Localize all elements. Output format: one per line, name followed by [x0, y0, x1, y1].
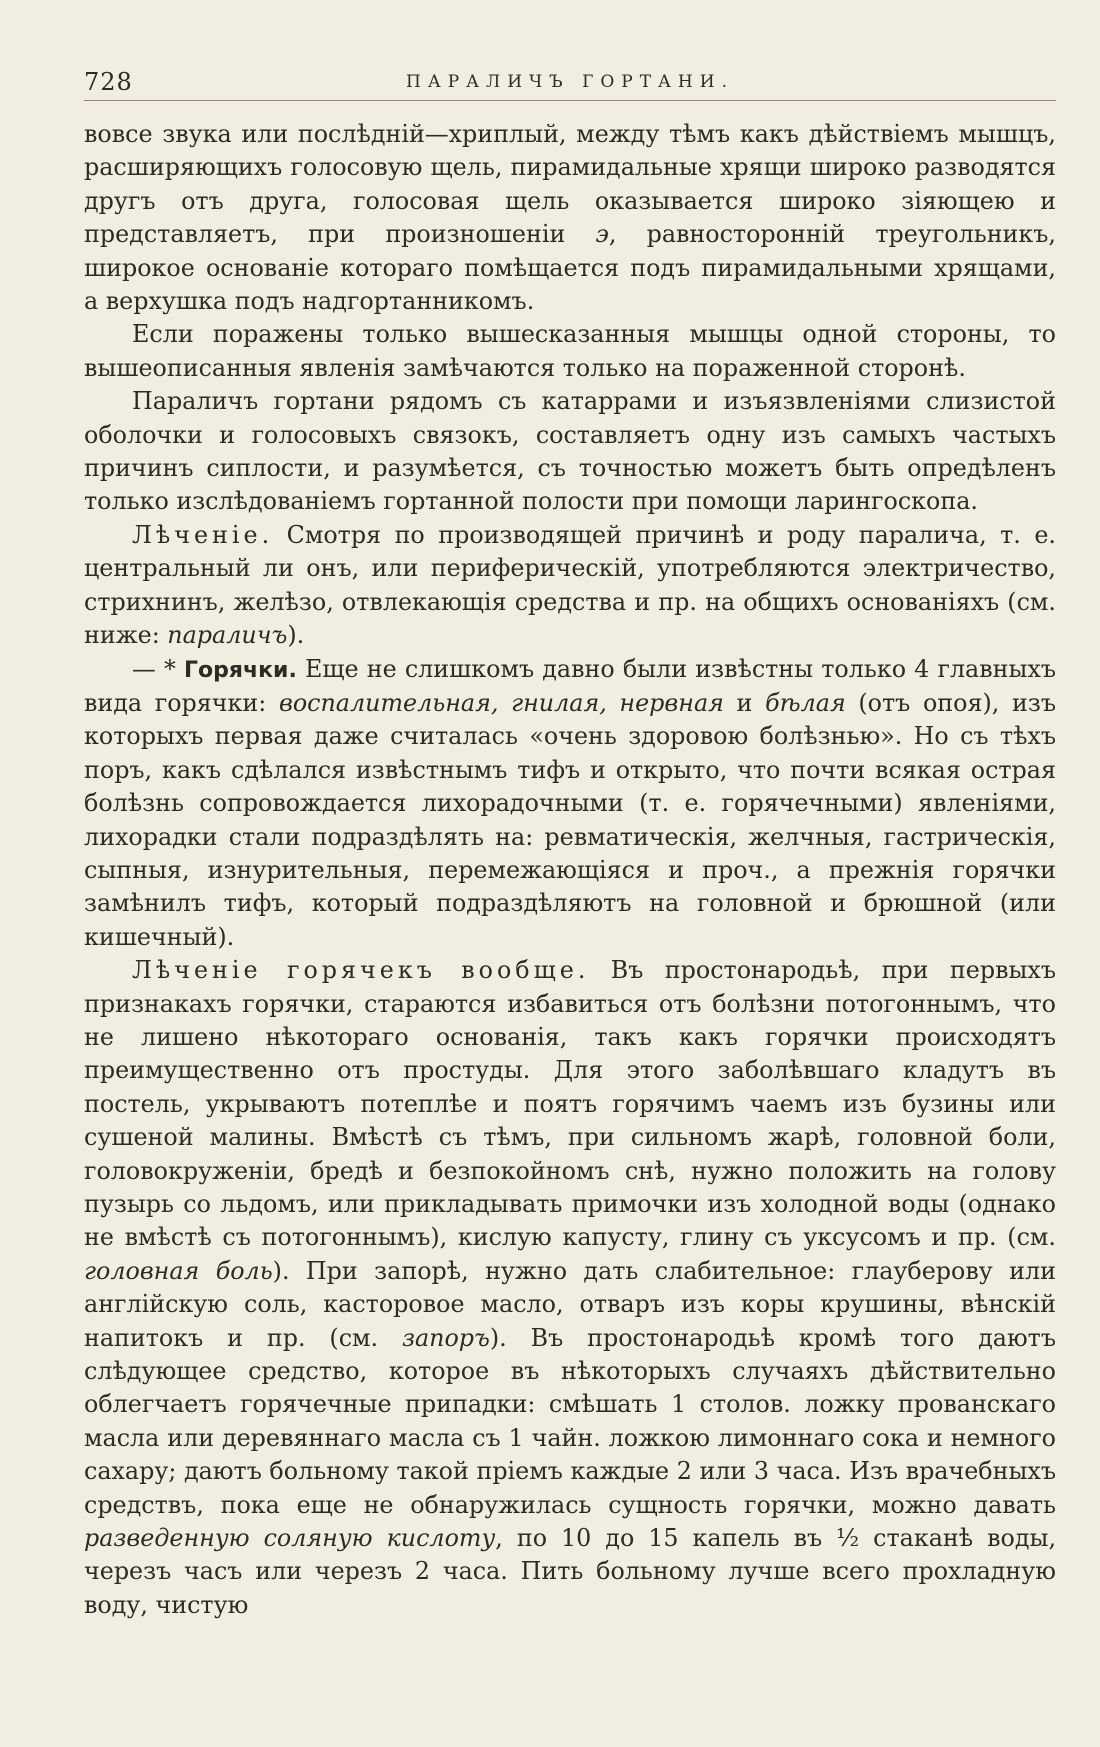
italic-text: запоръ	[401, 1323, 490, 1352]
entry-fevers	[84, 653, 1056, 955]
text-run: , по 10 до 15 капель въ ½ стаканѣ воды, черезъ часъ или черезъ 2 часа. Пить больному лучше всего прохладную воду, чистую	[84, 1524, 1057, 1619]
page-number: 728	[84, 68, 133, 96]
entry-heading: Горячки.	[184, 657, 297, 683]
italic-text: э	[595, 220, 609, 249]
text-run: ). При запорѣ, нужно дать слабительное: глауберову или англійскую соль, касторовое масло, отваръ изъ коры крушины, вѣнскій напитокъ и пр. (см.	[84, 1256, 1056, 1352]
running-title: ПАРАЛИЧЪ ГОРТАНИ.	[406, 72, 734, 92]
paragraph	[84, 385, 1056, 519]
running-head	[84, 64, 1056, 100]
text-run: (отъ опоя), изъ которыхъ первая даже считалась «очень здоровою болѣзнью». Но съ тѣхъ поръ, какъ сдѣлался извѣстнымъ тифъ и открыто, что почти всякая острая болѣзнь сопровождается лихорадочными (т. е. горячечными) явленіями, лихорадки стали подраздѣлять на: ревматическія, желчныя, гастрическія, сыпныя, изнурительныя, перемежающіяся и проч., а прежнія горячки замѣнилъ тифъ, который подраздѣляютъ на головной и брюшной (или кишечный).	[84, 688, 1056, 951]
text-run: Параличъ гортани рядомъ съ катаррами и изъязвленіями слизистой оболочки и голосовыхъ связокъ, составляетъ одну изъ самыхъ частыхъ причинъ сиплости, и разумѣется, съ точностью можетъ быть опредѣленъ только изслѣдованіемъ гортанной полости при помощи ларингоскопа.	[84, 387, 1056, 516]
text-run: Еще не слишкомъ давно были извѣстны только 4 главныхъ вида горячки:	[84, 654, 1057, 717]
paragraph-fever-treatment	[84, 954, 1056, 1622]
spaced-heading: Лѣченіе.	[132, 520, 274, 549]
spaced-heading: Лѣченіе горячекъ вообще.	[132, 956, 590, 985]
text-run: вовсе звука или послѣдній—хриплый, между тѣмъ какъ дѣйствіемъ мышцъ, расширяющихъ голосовую щель, пирамидальные хрящи широко разводятся другъ отъ друга, голосовая щель оказывается широко зіяющею и представляетъ, при произношеніи	[84, 120, 1056, 249]
italic-text: разведенную соляную кислоту	[84, 1524, 496, 1553]
text-run: Если поражены только вышесказанныя мышцы одной стороны, то вышеописанныя явленія замѣчаются только на пораженной сторонѣ.	[84, 320, 1056, 382]
text-run: и	[723, 688, 766, 717]
italic-text: воспалительная, гнилая, нервная	[278, 688, 724, 717]
italic-text: параличъ	[167, 621, 288, 650]
text-run: ). Въ простонародьѣ кромѣ того даютъ слѣдующее средство, которое въ нѣкоторыхъ случаяхъ дѣйствительно облегчаетъ горячечные припадки: смѣшать 1 столов. ложку прованскаго масла или деревяннаго масла съ 1 чайн. ложкою лимоннаго сока и немного сахару; даютъ больному такой пріемъ каждые 2 или 3 часа. Изъ врачебныхъ средствъ, пока еще не обнаружилась сущность горячки, можно давать	[84, 1323, 1056, 1519]
text-run: , равносторонній треугольникъ, широкое основаніе котораго помѣщается подъ пирамидальными хрящами, а верхушка подъ надгортанникомъ.	[84, 220, 1056, 316]
italic-text: головная боль	[84, 1256, 273, 1285]
paragraph	[84, 318, 1056, 385]
paragraph-treatment	[84, 519, 1056, 653]
text-run: ).	[287, 621, 305, 650]
text-run: Въ простонародьѣ, при первыхъ признакахъ горячки, стараются избавиться отъ болѣзни потогоннымъ, что не лишено нѣкотораго основанія, такъ какъ горячки происходятъ преимущественно отъ простуды. Для этого заболѣвшаго кладутъ въ постель, укрываютъ потеплѣе и поятъ горячимъ чаемъ изъ бузины или сушеной малины. Вмѣстѣ съ тѣмъ, при сильномъ жарѣ, головной боли, головокруженіи, бредѣ и безпокойномъ снѣ, нужно положить на голову пузырь со льдомъ, или прикладывать примочки изъ холодной воды (однако не вмѣстѣ съ потогоннымъ), кислую капусту, глину съ уксусомъ и пр. (см.	[84, 956, 1056, 1252]
header-rule	[84, 100, 1056, 101]
italic-text: бѣлая	[765, 688, 846, 717]
entry-dash: — *	[132, 654, 185, 683]
paragraph-continuation	[84, 118, 1056, 318]
text-run: Смотря по производящей причинѣ и роду паралича, т. е. центральный ли онъ, или периферическій, употребляются электричество, стрихнинъ, желѣзо, отвлекающія средства и пр. на общихъ основаніяхъ (см. ниже:	[84, 520, 1056, 650]
body-text	[84, 118, 1056, 1622]
